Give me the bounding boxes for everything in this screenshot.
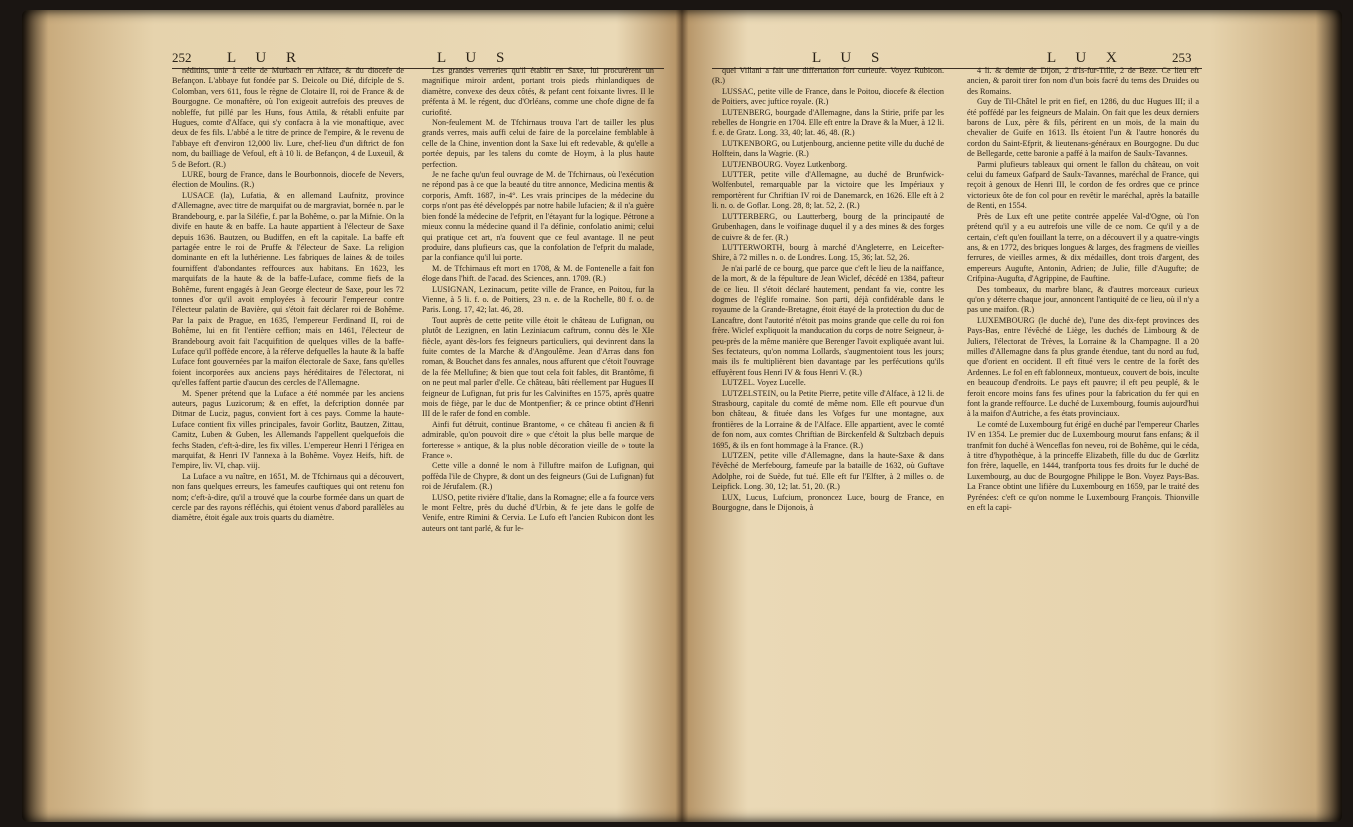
left-column-1 [172,66,404,806]
paragraph: M. Spener prétend que la Luface a été nommée par les anciens auteurs, pagus Luzicorum; & en effet, la defcription donnée par Ditmar de Luciz, pagus, convient fort à ces pays. Comme la haute-Luface contient fix villes principales, favoir Gorlitz, Bautzen, Zittau, Camitz, Luben & Guben, les Allemands l'appellent quelquefois die fechs Staden, c'eft-à-dire, les fix villes. L'empereur Henri I l'érigea en marquifat, & Henri IV l'annexa à la Bohême. Voyez Heifs, hift. de l'empire, liv. VI, chap. viij. [172,388,404,471]
paragraph: LUSSAC, petite ville de France, dans le Poitou, diocefe & élection de Poitiers, avec juftice royale. (R.) [712,86,944,107]
paragraph: M. de Tfchirnaus eft mort en 1708, & M. de Fontenelle a fait fon éloge dans l'hift. de l'acad. des Sciences, ann. 1709. (R.) [422,263,654,284]
paragraph: LUTKENBORG, ou Lutjenbourg, ancienne petite ville du duché de Holftein, dans la Wagrie. (R.) [712,138,944,159]
paragraph: Guy de Til-Châtel le prit en fief, en 1286, du duc Hugues III; il a été poffédé par les feigneurs de Malain. On fait que les deux derniers barons de Lux, père & fils, périrent en un mois, de la main du chevalier de Guife en 1613. Ils étoient l'un & l'autre honorés du cordon du Saint-Efprit, & lieutenans-généraux en Bourgogne. Du duc de Bellegarde, cette baronie a paffé à la maifon de Saulx-Tavannes. [967,97,1199,159]
paragraph: Je ne fache qu'un feul ouvrage de M. de Tfchirnaus, où l'exécution ne répond pas à ce que la beauté du titre annonce, Medicina mentis & corporis, Amft. 1687, in-4°. Les vrais principes de la médecine du corps n'ont pas été développés par notre habile lufacien; & il n'a guère bien fondé la médecine de l'efprit, en l'étayant fur la logique. Pétrone a mieux connu la médecine quand il l'a définie, confolatio animi; celui qui pratique cet art, n'a fouvent que ce feul avantage. Il ne peut produire, dans plufieurs cas, que la confolation de l'efprit du malade, par la confiance qu'il lui porte. [422,170,654,263]
paragraph: LUSIGNAN, Lezinacum, petite ville de France, en Poitou, fur la Vienne, à 5 li. f. o. de Poitiers, 23 n. e. de la Rochelle, 80 f. o. de Paris. Long. 17, 42; lat. 46, 28. [422,284,654,315]
paragraph: LUTJENBOURG. Voyez Lutkenborg. [722,159,848,169]
paragraph: Ainfi fut détruit, continue Brantome, « ce château fi ancien & fi admirable, qu'on pouvoit dire » que c'étoit la plus belle marque de forteresse » antique, & la plus noble décoration vieille de » toute la France ». [422,419,654,461]
right-running-head-1: L U S [812,50,888,66]
paragraph: LUXEMBOURG (le duché de), l'une des dix-fept provinces des Pays-Bas, entre l'évêché de Liège, les duchés de Limbourg & de Juliers, l'électorat de Trèves, la Lorraine & la Champagne. Il a 20 milles d'Allemagne dans fa plus grande étendue, tant du nord au fud, que d'orient en occident. Il eft fitué vers le centre de la forêt des Ardennes. Le fol en eft fablonneux, montueux, couvert de bois, inculte en beaucoup d'endroits. Le pays eft pauvre; il eft peu peuplé, & le feroit encore moins fans fes ufines pour la fabrication du fer qui en font la grande reffource. Le duché de Luxembourg, foumis aujourd'hui à la maifon d'Autriche, a fes états provinciaux. [967,315,1199,419]
book-spread [22,10,1342,822]
paragraph: quel Villani a fait une differtation fort curieufe. Voyez Rubicon. (R.) [712,66,944,86]
right-page-number: 253 [1172,50,1192,65]
paragraph: LUTZEL. Voyez Lucelle. [722,378,806,388]
paragraph: LURE, bourg de France, dans le Bourbonnois, diocefe de Nevers, élection de Moulins. (R.) [172,170,404,190]
left-running-head-1: L U R [227,50,304,66]
right-column-1 [712,66,944,806]
paragraph: Je n'ai parlé de ce bourg, que parce que c'eft le lieu de la naiffance, de la mort, & de la fépulture de Jean Wiclef, décédé en 1384, pafteur de ce lieu. Il s'étoit déclaré hautement, pendant fa vie, contre les dogmes de l'églife romaine. Son parti, déjà confidérable dans le royaume de la Grande-Bretagne, étoit étayé de la protection du duc de Lancaftre, dont l'autorité n'étoit pas moins grande que celle du roi fon frère. Wiclef expliquoit la manducation du corps de notre Seigneur, à-peu-près de la même manière que Berenger l'avoit expliquée avant lui. Ses fectateurs, qu'on nomma Lollards, s'augmentoient tous les jours; mais ils fe multiplièrent bien davantage par les perfécutions qu'ils effuyèrent fous Henri IV & fous Henri V. (R.) [712,263,944,377]
left-page-number: 252 [172,50,192,65]
paragraph: Tout auprès de cette petite ville étoit le château de Lufignan, ou plutôt de Lezignen, en latin Leziniacum caftrum, connu dès le XIe fiècle, ayant dès-lors fes feigneurs particuliers, qui devinrent dans la fuite comtes de la Marche & d'Angoulême. Jean d'Arras dans fon roman, & Bouchet dans fes annales, nous affurent que c'étoit l'ouvrage de la fée Mellufine; & bien que tout cela foit fables, dit Brantôme, fi on ne peut mal parler d'elle. Ce château, bâti réellement par Hugues II feigneur de Lufignan, fut pris fur les Calviniftes en 1575, après quatre mois de fiège, par le duc de Montpenfier; & ce prince obtint d'Henri III de le rafer de fond en comble. [422,315,654,419]
paragraph: LUTTER, petite ville d'Allemagne, au duché de Brunfwick-Wolfenbutel, remarquable par la victoire que les Impériaux y remportèrent fur Chriftian IV roi de Danemarck, en 1626. Elle eft à 2 li. n. o. de Goflar. Long. 28, 8; lat. 52, 2. (R.) [712,170,944,211]
paragraph: Parmi plufieurs tableaux qui ornent le fallon du château, on voit celui du fameux Gafpard de Saulx-Tavannes, maréchal de France, qui reçoit à genoux de Henri III, le cordon de fes ordres que ce prince victorieux ôte de fon col pour en revêtir le maréchal, après la bataille de Renti, en 1554. [967,159,1199,211]
paragraph: Le comté de Luxembourg fut érigé en duché par l'empereur Charles IV en 1354. Le premier duc de Luxembourg mourut fans enfans; & il tranfmit fon duché à Wenceflas fon neveu, roi de Bohême, qui le céda, à titre d'hypothèque, à la princeffe Elizabeth, fille du duc de Gœrlitz fon frère, laquelle, en 1444, tranfporta tous fes droits fur le duché de Luxembourg, au duc de Bourgogne Philippe le Bon. Voyez Pays-Bas. La France obtint une lifière du Luxembourg en 1659, par le traité des Pyrénées: c'eft ce qu'on nomme le Luxembourg François. Thionville en eft la capi- [967,419,1199,513]
paragraph: Non-feulement M. de Tfchirnaus trouva l'art de tailler les plus grands verres, mais auffi celui de faire de la porcelaine femblable à celle de la Chine, invention dont la Saxe lui eft redevable, & qu'elle a portée depuis, par les talens du comte de Hoym, à la plus haute perfection. [422,118,654,169]
paragraph: La Luface a vu naître, en 1651, M. de Tfchirnaus qui a découvert, non fans quelques erreurs, les fameufes cauftiques qui ont retenu fon nom; c'eft-à-dire, qu'il a trouvé que la courbe formée dans un quart de cercle par des rayons réfléchis, qui étoient venus d'abord parallèles au diamètre, étoit égale aux trois quarts du diamètre. [172,471,404,523]
left-running-head-2: L U S [437,50,513,66]
paragraph: Des tombeaux, du marbre blanc, & d'autres morceaux curieux qu'on y déterre chaque jour, annoncent l'antiquité de ce lieu, où il n'y a pas une maifon. (R.) [967,284,1199,315]
right-running-head-2: L U X [1047,50,1125,66]
paragraph: LUTZEN, petite ville d'Allemagne, dans la haute-Saxe & dans l'évêché de Merfebourg, fameufe par la bataille de 1632, où Guftave Adolphe, roi de Suède, fut tué. Elle eft fur l'Elfter, à 2 milles o. de Leipfick. Long. 30, 12; lat. 51, 20. (R.) [712,451,944,492]
paragraph: néditins, unie à celle de Murbach en Alface, & du diocefe de Befançon. L'abbaye fut fondée par S. Deicole ou Dié, difciple de S. Colomban, vers 611, fous le règne de Clotaire II, roi de France & de Bourgogne. Ce monaftère, où l'on exigeoit autrefois des preuves de nobleffe, fut pillé par les Huns, fous Attila, & rétabli enfuite par Hugues, comte d'Alface, qui s'y confacra à la vie monaftique, avec deux de fes fils. L'abbé a le titre de prince de l'empire, & le revenu de l'abbaye eft d'environ 12,000 liv. Lure, chef-lieu d'un diftrict de fon nom, du bailliage de Vefoul, eft à 10 li. de Befançon, 4 de Luxeuil, & 5 de Befort. (R.) [172,66,404,169]
paragraph: LUSO, petite rivière d'Italie, dans la Romagne; elle a fa fource vers le mont Feltre, près du duché d'Urbin, & fe jete dans le golfe de Venife, entre Rimini & Cervia. Le Lufo eft l'ancien Rubicon dont les auteurs ont tant parlé, & fur le- [422,492,654,533]
paragraph: LUSACE (la), Lufatia, & en allemand Laufnitz, province d'Allemagne, avec titre de marquifat ou de margraviat, bornée n. par le Brandebourg, e. par la Siléfie, f. par la Bohême, o. par la Mifnie. On la divife en haute & en baffe. La haute appartient à l'électeur de Saxe depuis 1636. Bautzen, ou Budiffen, en eft la capitale. La baffe eft partagée entre le roi de Pruffe & l'électeur de Saxe. La religion dominante en eft la luthérienne. Les fabriques de laines & de toiles fourniffent d'abondantes reffources aux habitans. En 1623, les marquifats de la haute & de la baffe-Luface, comme fiefs de la Bohême, furent engagés à Jean George électeur de Saxe, pour les 72 tonnes d'or qu'il avoit employées à fecourir l'empereur contre l'électeur palatin de Bavière, qui s'étoit fait déclarer roi de Bohême. Par la paix de Prague, en 1635, l'empereur Ferdinand II, roi de Bohême, lui en fit l'entière ceffion; mais en 1461, l'électeur de Brandebourg avoit fait l'acquifition de quelques villes de la baffe-Luface qu'il poffède encore, à la réferve defquelles la haute & la baffe Luface font gouvernées par la maifon électorale de Saxe, fans qu'elles foient incorporées aux anciens pays héréditaires de l'électorat, ni qu'elles faffent partie d'aucun des cercles de l'Allemagne. [172,190,404,388]
paragraph: LUX, Lucus, Lufcium, prononcez Luce, bourg de France, en Bourgogne, dans le Dijonois, à [712,492,944,513]
paragraph: LUTTERWORTH, bourg à marché d'Angleterre, en Leicefter-Shire, à 72 milles n. o. de Londres. Long. 15, 36; lat. 52, 26. [712,242,944,263]
paragraph: Les grandes verreries qu'il établit en Saxe, lui procurèrent un magnifique miroir ardent, portant trois pieds rhinlandiques de diamètre, convexe des deux côtés, & pefant cent foixante livres. Il le préfenta à M. le régent, duc d'Orléans, comme une chofe digne de fa curiofité. [422,66,654,117]
paragraph: LUTZELSTEIN, ou la Petite Pierre, petite ville d'Alface, à 12 li. de Strasbourg, capitale du comté de même nom. Elle eft pourvue d'un bon château, & fituée dans les Vofges fur une montagne, aux frontières de la Lorraine & de l'Alface. Elle appartient, avec le comté de fon nom, aux comtes Chriftian de Birckenfeld & Sultzbach depuis 1695, & ils en font hommage à la France. (R.) [712,388,944,450]
left-column-2 [422,66,654,806]
paragraph: Cette ville a donné le nom à l'illuftre maifon de Lufignan, qui poffèda l'ile de Chypre, & dont un des feigneurs (Gui de Lufignan) fut roi de Jérufalem. (R.) [422,461,654,492]
right-column-2 [967,66,1199,806]
paragraph: 4 li. & demie de Dijon, 2 d'Is-fur-Tille, 2 de Beze. Ce lieu eft ancien, & paroit tirer fon nom d'un bois facré du tems des Druides ou des Romains. [967,66,1199,96]
paragraph: Près de Lux eft une petite contrée appelée Val-d'Ogne, où l'on prétend qu'il y a eu autrefois une ville de ce nom. Ce qu'il y a de certain, c'eft qu'en fouillant la terre, on a découvert il y a quatre-vingts ans, & en 1772, des briques longues & larges, des fragmens de vieilles ferrures, de vieilles armes, & dix médailles, dont trois d'argent, des empereurs Augufte, Antonin, Adrien; de Julie, fille d'Augufte; de Crifpina-Augufta, d'Agrippine, de Fauftine. [967,211,1199,284]
paragraph: LUTENBERG, bourgade d'Allemagne, dans la Stirie, prife par les rebelles de Hongrie en 1704. Elle eft entre la Drave & la Muer, à 12 li. f. e. de Gratz. Long. 33, 40; lat. 46, 48. (R.) [712,107,944,138]
paragraph: LUTTERBERG, ou Lautterberg, bourg de la principauté de Grubenhagen, dans le voifinage duquel il y a des mines & des forges de cuivre & de fer. (R.) [712,211,944,242]
